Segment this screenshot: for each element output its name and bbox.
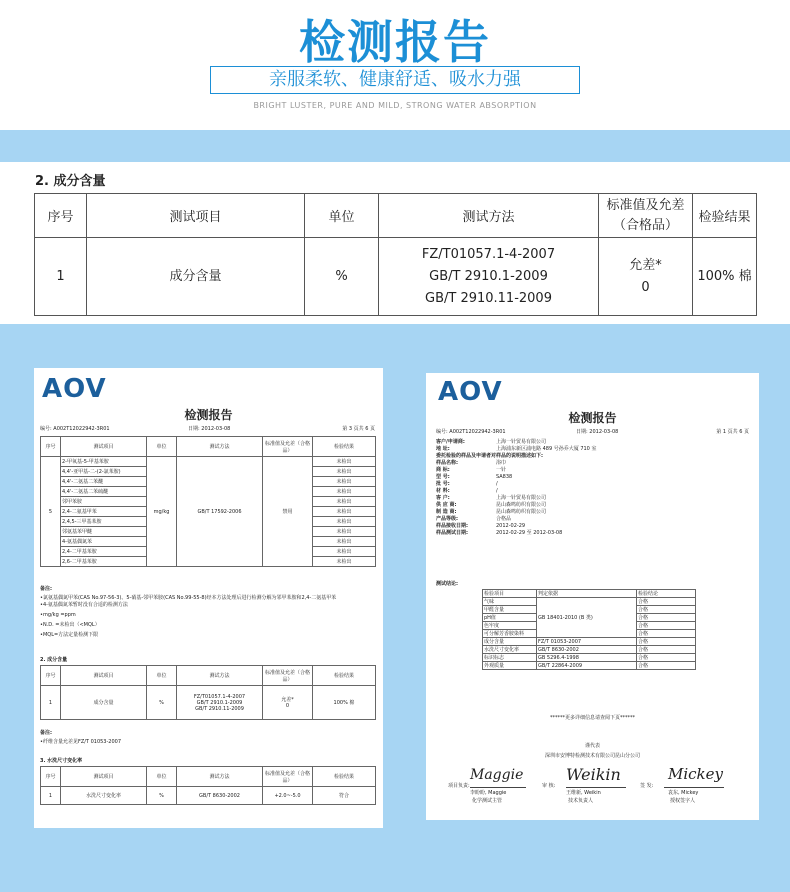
- cell-result: 未检出: [313, 547, 376, 557]
- info-row: [436, 481, 751, 488]
- subtitle-box: 亲服柔软、健康舒适、吸水力强: [210, 66, 580, 94]
- info-label: 样品接收日期:: [436, 523, 469, 529]
- col-no: 序号: [35, 194, 87, 238]
- signer-label: 审 核:: [542, 783, 556, 789]
- cell-result: 合格: [637, 614, 696, 622]
- cell-item: 成分含量: [483, 638, 537, 646]
- info-label: 制 造 商:: [436, 509, 457, 515]
- cell-item: 水洗尺寸变化率: [61, 787, 147, 805]
- cell-standard: [263, 686, 313, 720]
- cell-item: 2,6-二甲基苯胺: [61, 557, 147, 567]
- aov-logo: AOV: [42, 374, 107, 404]
- cell-standard: 禁用: [263, 457, 313, 567]
- col-header: 标准值及允差（合格品）: [263, 666, 313, 686]
- col-header: 测试方法: [177, 767, 263, 787]
- report-page-3: [34, 368, 383, 828]
- cell-result: 未检出: [313, 557, 376, 567]
- col-standard: 标准值及允差（合格品）: [599, 194, 693, 238]
- info-value: 浴巾: [496, 460, 507, 466]
- conclusion-title: 测试结论:: [436, 581, 458, 587]
- cell-no: 5: [41, 457, 61, 567]
- cell-item: 外观质量: [483, 662, 537, 670]
- cell-item: 成分含量: [87, 238, 305, 316]
- info-row: [436, 495, 751, 502]
- sample-info: [436, 439, 751, 537]
- signer-label: 签 发:: [640, 783, 654, 789]
- cell-standard: [599, 238, 693, 316]
- cell-item: 可分解芳香胺染料: [483, 630, 537, 638]
- signature-maggie: Maggie: [470, 767, 524, 783]
- info-value: 上海一针贸易有限公司: [496, 439, 547, 445]
- note-line: •纤维含量允差见FZ/T 01053-2007: [40, 739, 122, 745]
- more-info-note: ******更多详细信息请查阅下页******: [549, 715, 635, 721]
- amine-table: [40, 436, 376, 567]
- composition-panel: [0, 162, 790, 324]
- info-value: 上海一针贸易有限公司: [496, 495, 547, 501]
- cell-result: 未检出: [313, 507, 376, 517]
- cell-basis: FZ/T 01053-2007: [537, 638, 637, 646]
- col-header: 标准值及允差（合格品）: [263, 767, 313, 787]
- cell-no: 1: [35, 238, 87, 316]
- cell-result: 合格: [637, 622, 696, 630]
- signer-name: 李盼盼, Maggie: [470, 790, 507, 796]
- cell-method: GB/T 8630-2002: [177, 787, 263, 805]
- cell-result: 未检出: [313, 457, 376, 467]
- report-page-1: [426, 373, 759, 820]
- info-value: 昆山森鸣纺织有限公司: [496, 502, 547, 508]
- table-row: [41, 686, 376, 720]
- cell-no: 1: [41, 787, 61, 805]
- info-value: 昆山森鸣纺织有限公司: [496, 509, 547, 515]
- info-label: 型 号:: [436, 474, 450, 480]
- cell-result: 合格: [637, 662, 696, 670]
- info-row: [436, 467, 751, 474]
- cell-result: 符合: [313, 787, 376, 805]
- cell-item: 4,4'-二氨基二苯醚: [61, 477, 147, 487]
- report-title: 检测报告: [184, 408, 233, 422]
- cell-standard: +2.0~-5.0: [263, 787, 313, 805]
- cell-result: 合格: [637, 654, 696, 662]
- notes-title: 备注:: [40, 730, 52, 736]
- info-row: [436, 523, 751, 530]
- cell-item: 4-氨基偶氮苯: [61, 537, 147, 547]
- cell-item: 2,4-二甲基苯胺: [61, 547, 147, 557]
- cell-unit: %: [147, 686, 177, 720]
- standard-line: 0: [641, 279, 650, 295]
- conclusion-table: [482, 589, 696, 670]
- info-row: [436, 453, 751, 460]
- page-title: 检测报告: [299, 15, 491, 69]
- report-number: 编号: A002T12022942-3R01: [436, 429, 506, 435]
- cell-unit: %: [147, 787, 177, 805]
- cell-unit: mg/kg: [147, 457, 177, 567]
- note-line: •MQL=方法定量检测下限: [40, 632, 99, 638]
- section-title: 3. 水洗尺寸变化率: [40, 758, 83, 764]
- report-date: 日期: 2012-03-08: [188, 426, 231, 432]
- cell-result: 100% 棉: [693, 238, 757, 316]
- composition-table-small: [40, 665, 376, 720]
- composition-table: [34, 193, 757, 316]
- signer-role: 技术负责人: [568, 798, 594, 804]
- table-row: [35, 238, 757, 316]
- cell-result: 合格: [637, 598, 696, 606]
- info-row: [436, 474, 751, 481]
- shrinkage-table: [40, 766, 376, 805]
- cell-item: 甲醛含量: [483, 606, 537, 614]
- cell-result: 未检出: [313, 527, 376, 537]
- cell-item: 色牢度: [483, 622, 537, 630]
- cell-basis: GB/T 22864-2009: [537, 662, 637, 670]
- cell-method: [177, 686, 263, 720]
- info-row: [436, 516, 751, 523]
- lab-company: 深圳市安博特检测技术有限公司昆山分公司: [544, 753, 640, 759]
- col-item: 测试项目: [87, 194, 305, 238]
- col-header: 序号: [41, 666, 61, 686]
- col-header: 单位: [147, 767, 177, 787]
- cell-item: 2,4,5-三甲基苯胺: [61, 517, 147, 527]
- info-label: 样品名称:: [436, 460, 458, 466]
- info-value: 合格品: [496, 516, 512, 522]
- method-line: FZ/T01057.1-4-2007: [193, 693, 246, 700]
- info-row: [436, 502, 751, 509]
- note-line: •氯氨基偶氮甲苯(CAS No.97-56-3)、5-硝基-邻甲苯胺(CAS No.99-55-8)经本方法处理后进行检测分解为邻甲苯胺和2,4-二氨基甲苯: [40, 595, 337, 601]
- info-label: 地 址:: [436, 446, 450, 452]
- info-label: 批 号:: [436, 481, 450, 487]
- info-row: [436, 439, 751, 446]
- cell-basis: GB 5296.4-1998: [537, 654, 637, 662]
- signer-role: 授权签字人: [670, 798, 696, 804]
- cell-method: GB/T 17592-2006: [177, 457, 263, 567]
- info-value: 一针: [496, 467, 507, 473]
- standard-line: 允差*: [281, 697, 294, 703]
- on-behalf: 谨代表: [584, 743, 600, 749]
- standard-line: 0: [285, 703, 290, 709]
- method-line: GB/T 2910.1-2009: [429, 268, 548, 284]
- report-date: 日期: 2012-03-08: [576, 429, 619, 435]
- info-value: 上海浦东新区浦电路 489 号孙乔大厦 710 室: [496, 446, 597, 452]
- info-row: [436, 509, 751, 516]
- info-label: 客户/申请商:: [436, 439, 465, 445]
- col-header: 检验结论: [637, 590, 696, 598]
- info-label: 材 料:: [436, 488, 450, 494]
- col-header: 单位: [147, 666, 177, 686]
- cell-item: 邻甲苯胺: [61, 497, 147, 507]
- cell-item: 4,4'-亚甲基-二-(2-氯苯胺): [61, 467, 147, 477]
- signer-name: 袁东, Mickey: [668, 790, 699, 796]
- cell-result: 合格: [637, 606, 696, 614]
- cell-item: pH值: [483, 614, 537, 622]
- info-row: [436, 446, 751, 453]
- aov-logo: AOV: [438, 377, 503, 407]
- col-header: 序号: [41, 437, 61, 457]
- info-label: 样品测试日期:: [436, 530, 469, 536]
- note-line: •mg/kg =ppm: [40, 612, 76, 618]
- info-value: /: [496, 488, 498, 494]
- note-line: •N.D. =未检出（<MQL）: [40, 622, 100, 628]
- cell-item: 2,4-二氨基甲苯: [61, 507, 147, 517]
- cell-item: 气味: [483, 598, 537, 606]
- col-header: 检验结果: [313, 666, 376, 686]
- notes: [40, 595, 378, 639]
- info-label: 委托检验的样品及申请者对样品的说明描述如下:: [436, 453, 544, 459]
- info-value: 2012-02-29: [496, 523, 526, 529]
- col-unit: 单位: [305, 194, 379, 238]
- signature-mickey: Mickey: [668, 765, 723, 783]
- col-header: 测试方法: [177, 437, 263, 457]
- info-label: 产品等级:: [436, 516, 458, 522]
- cell-basis: GB 18401-2010 (B 类): [537, 598, 637, 638]
- cell-result: 未检出: [313, 517, 376, 527]
- cell-method: [379, 238, 599, 316]
- col-header: 测试项目: [61, 767, 147, 787]
- english-tagline: BRIGHT LUSTER, PURE AND MILD, STRONG WATER ABSORPTION: [253, 101, 537, 110]
- method-line: GB/T 2910.1-2009: [196, 699, 243, 706]
- cell-result: 未检出: [313, 467, 376, 477]
- method-line: FZ/T01057.1-4-2007: [421, 246, 556, 262]
- cell-item: 标识标志: [483, 654, 537, 662]
- cell-result: 合格: [637, 638, 696, 646]
- cell-item: 成分含量: [61, 686, 147, 720]
- info-label: 供 应 商:: [436, 502, 457, 508]
- cell-unit: %: [305, 238, 379, 316]
- page-number: 第 3 页共 6 页: [342, 426, 375, 432]
- cell-result: 未检出: [313, 477, 376, 487]
- section-title: 2. 成分含量: [35, 174, 106, 189]
- signer-role: 化学测试主管: [472, 798, 503, 804]
- col-header: 检验项目: [483, 590, 537, 598]
- col-header: 测试方法: [177, 666, 263, 686]
- cell-item: 2-甲氧基-5-甲基苯胺: [61, 457, 147, 467]
- col-method: 测试方法: [379, 194, 599, 238]
- col-header: 测试项目: [61, 666, 147, 686]
- col-header: 序号: [41, 767, 61, 787]
- col-header: 检验结果: [313, 437, 376, 457]
- info-value: /: [496, 481, 498, 487]
- info-row: [436, 530, 751, 537]
- note-line: •4-氨基偶氮苯暂时没有合适的检测方法: [40, 602, 128, 608]
- col-header: 判定依据: [537, 590, 637, 598]
- col-header: 标准值及允差（合格品）: [263, 437, 313, 457]
- cell-basis: GB/T 8630-2002: [537, 646, 637, 654]
- col-header: 单位: [147, 437, 177, 457]
- info-label: 商 标:: [436, 467, 450, 473]
- cell-result: 100% 棉: [313, 686, 376, 720]
- cell-item: 水洗尺寸变化率: [483, 646, 537, 654]
- col-result: 检验结果: [693, 194, 757, 238]
- cell-item: 4,4'-二氨基二苯硫醚: [61, 487, 147, 497]
- info-value: SA838: [496, 474, 513, 480]
- cell-result: 合格: [637, 630, 696, 638]
- method-line: GB/T 2910.11-2009: [425, 290, 552, 306]
- info-label: 客 户:: [436, 495, 450, 501]
- report-title: 检测报告: [568, 411, 617, 425]
- col-header: 检验结果: [313, 767, 376, 787]
- info-row: [436, 488, 751, 495]
- header: [0, 0, 790, 130]
- notes-title: 备注:: [40, 586, 52, 592]
- report-number: 编号: A002T12022942-3R01: [40, 426, 110, 432]
- table-row: [41, 787, 376, 805]
- standard-line: 允差*: [629, 257, 662, 273]
- method-line: GB/T 2910.11-2009: [195, 705, 244, 712]
- info-value: 2012-02-29 至 2012-03-08: [496, 530, 563, 536]
- section-title: 2. 成分含量: [40, 657, 68, 663]
- cell-result: 未检出: [313, 487, 376, 497]
- cell-result: 合格: [637, 646, 696, 654]
- cell-result: 未检出: [313, 497, 376, 507]
- signature-weikin: Weikin: [566, 765, 621, 784]
- cell-no: 1: [41, 686, 61, 720]
- signer-name: 王维新, Weikin: [566, 790, 601, 796]
- info-row: [436, 460, 751, 467]
- cell-item: 邻氨基苯甲醚: [61, 527, 147, 537]
- col-header: 测试项目: [61, 437, 147, 457]
- cell-result: 未检出: [313, 537, 376, 547]
- page-number: 第 1 页共 6 页: [716, 429, 749, 435]
- signer-label: 项目负责:: [448, 783, 470, 789]
